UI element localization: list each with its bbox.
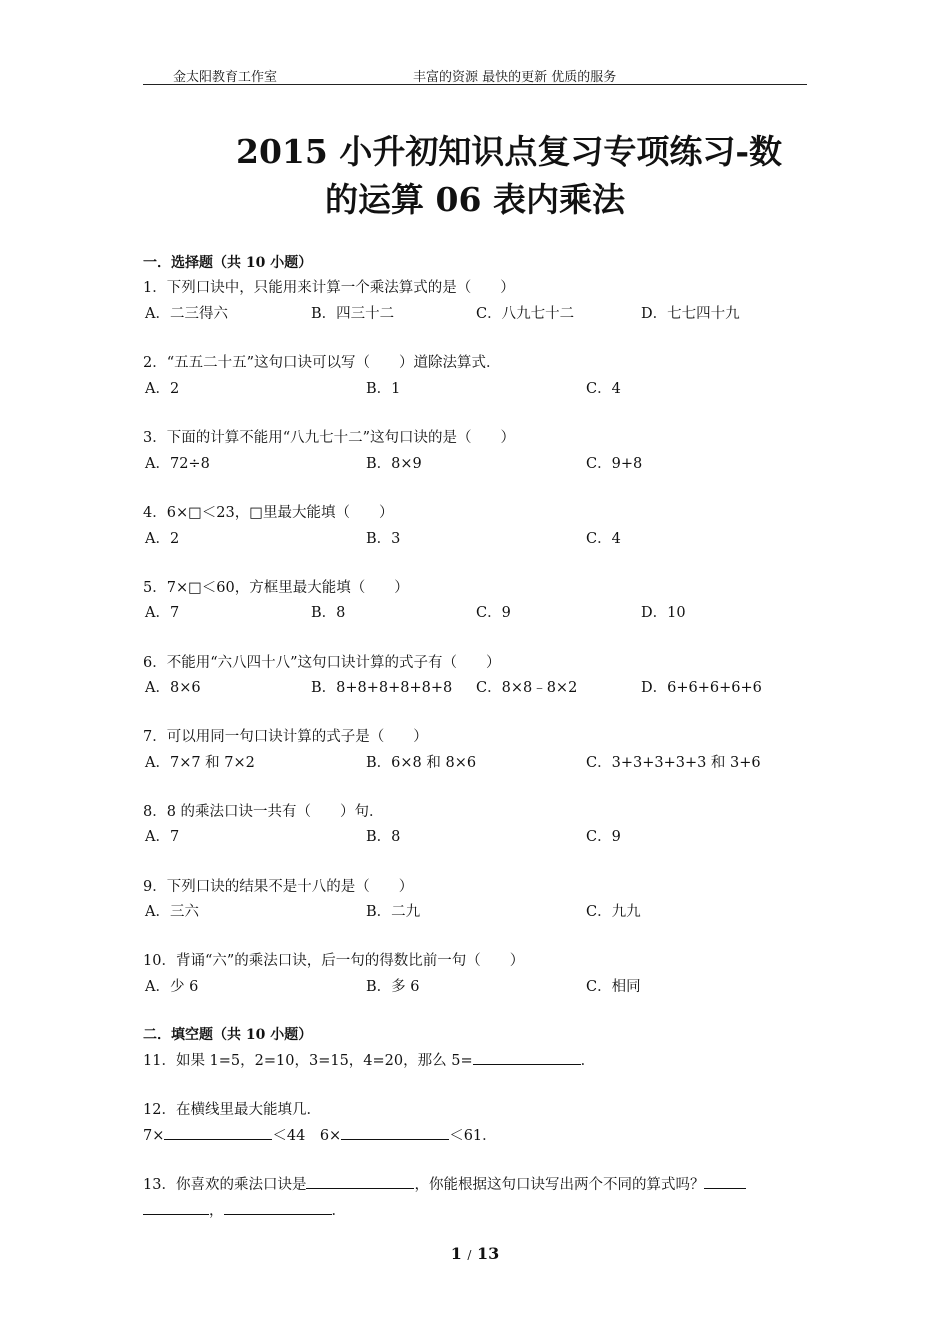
option-c: C．九九 — [586, 904, 641, 920]
header-right-text: 丰富的资源 最快的更新 优质的服务 — [413, 70, 617, 85]
option-c: C．八九七十二 — [476, 306, 575, 322]
option-c: C．9 — [476, 605, 511, 621]
question-1: 1．下列口诀中，只能用来计算一个乘法算式的是（ ） — [143, 280, 515, 296]
section-heading-fill: 二．填空题（共 10 小题） — [143, 1027, 313, 1043]
answer-blank[interactable] — [306, 1174, 414, 1189]
option-c: C．9+8 — [586, 456, 643, 472]
question-1-options — [145, 302, 805, 322]
option-b: B．3 — [366, 531, 401, 547]
option-a: A．三六 — [145, 904, 199, 920]
option-a: A．72÷8 — [145, 456, 210, 472]
answer-blank[interactable] — [224, 1200, 332, 1215]
question-13-mid: ，你能根据这句口诀写出两个不同的算式吗？ — [414, 1177, 705, 1193]
question-4-options — [145, 527, 805, 547]
option-a: A．二三得六 — [145, 306, 228, 322]
question-8: 8．8 的乘法口诀一共有（ ）句． — [143, 804, 384, 820]
option-d: D．七七四十九 — [641, 306, 740, 322]
question-12: 12．在横线里最大能填几． — [143, 1102, 321, 1118]
document-title — [143, 128, 807, 224]
option-c: C．9 — [586, 829, 621, 845]
question-13-end: ． — [331, 1203, 346, 1219]
answer-blank[interactable] — [473, 1050, 581, 1065]
header-left-text: 金太阳教育工作室 — [173, 70, 278, 85]
page-total: 13 — [477, 1244, 500, 1263]
option-b: B．8×9 — [366, 456, 422, 472]
option-b: B．8 — [311, 605, 346, 621]
answer-blank[interactable] — [164, 1125, 272, 1140]
question-2: 2．“五五二十五”这句口诀可以写（ ）道除法算式． — [143, 355, 501, 371]
option-c: C．8×8﹣8×2 — [476, 680, 578, 696]
option-a: A．7×7 和 7×2 — [145, 755, 255, 771]
question-12-part-c: ＜61． — [449, 1128, 497, 1144]
option-b: B．8 — [366, 829, 401, 845]
option-d: D．10 — [641, 605, 686, 621]
page-separator: / — [467, 1248, 472, 1262]
question-5-options — [145, 601, 805, 621]
option-c: C．4 — [586, 381, 621, 397]
question-12-part-a: 7× — [143, 1128, 165, 1144]
page-number — [0, 1244, 950, 1263]
question-7-options — [145, 751, 805, 771]
option-a: A．7 — [145, 829, 180, 845]
option-c: C．相同 — [586, 979, 641, 995]
option-a: A．7 — [145, 605, 180, 621]
option-d: D．6+6+6+6+6 — [641, 680, 762, 696]
question-13-text: 13．你喜欢的乘法口诀是 — [143, 1177, 307, 1193]
page-header — [143, 66, 807, 85]
title-line-2: 的运算 06 表内乘法 — [325, 180, 625, 219]
option-b: B．多 6 — [366, 979, 420, 995]
question-11-end: ． — [580, 1053, 596, 1069]
question-3-options — [145, 452, 805, 472]
question-12-blanks — [143, 1124, 497, 1145]
question-11-text: 11．如果 1=5，2=10，3=15，4=20，那么 5= — [143, 1053, 473, 1069]
question-4: 4．6×□＜23，□里最大能填（ ） — [143, 505, 394, 521]
question-2-options — [145, 377, 805, 397]
title-line-1: 2015 小升初知识点复习专项练习-数 — [235, 132, 783, 171]
question-9-options — [145, 900, 805, 920]
question-11 — [143, 1049, 595, 1070]
question-10: 10．背诵“六”的乘法口诀，后一句的得数比前一句（ ） — [143, 953, 525, 969]
question-13 — [143, 1173, 746, 1194]
question-8-options — [145, 825, 805, 845]
question-13-line-2 — [143, 1199, 346, 1220]
answer-blank[interactable] — [341, 1125, 449, 1140]
question-9: 9．下列口诀的结果不是十八的是（ ） — [143, 879, 414, 895]
question-12-part-b: ＜44 6× — [272, 1128, 342, 1144]
option-b: B．二九 — [366, 904, 421, 920]
section-heading-choice: 一．选择题（共 10 小题） — [143, 255, 313, 271]
option-a: A．少 6 — [145, 979, 199, 995]
question-5: 5．7×□＜60，方框里最大能填（ ） — [143, 580, 409, 596]
question-10-options — [145, 975, 805, 995]
question-6: 6．不能用“六八四十八”这句口诀计算的式子有（ ） — [143, 655, 501, 671]
option-b: B．6×8 和 8×6 — [366, 755, 477, 771]
question-3: 3．下面的计算不能用“八九七十二”这句口诀的是（ ） — [143, 430, 516, 446]
option-c: C．4 — [586, 531, 621, 547]
question-6-options — [145, 676, 805, 696]
option-c: C．3+3+3+3+3 和 3+6 — [586, 755, 761, 771]
question-13-comma: ， — [209, 1203, 224, 1219]
option-a: A．8×6 — [145, 680, 201, 696]
answer-blank[interactable] — [704, 1174, 746, 1189]
question-7: 7．可以用同一句口诀计算的式子是（ ） — [143, 729, 428, 745]
option-a: A．2 — [145, 381, 180, 397]
page-current: 1 — [450, 1244, 462, 1263]
option-a: A．2 — [145, 531, 180, 547]
option-b: B．8+8+8+8+8+8 — [311, 680, 453, 696]
option-b: B．四三十二 — [311, 306, 395, 322]
answer-blank[interactable] — [143, 1200, 209, 1215]
option-b: B．1 — [366, 381, 401, 397]
